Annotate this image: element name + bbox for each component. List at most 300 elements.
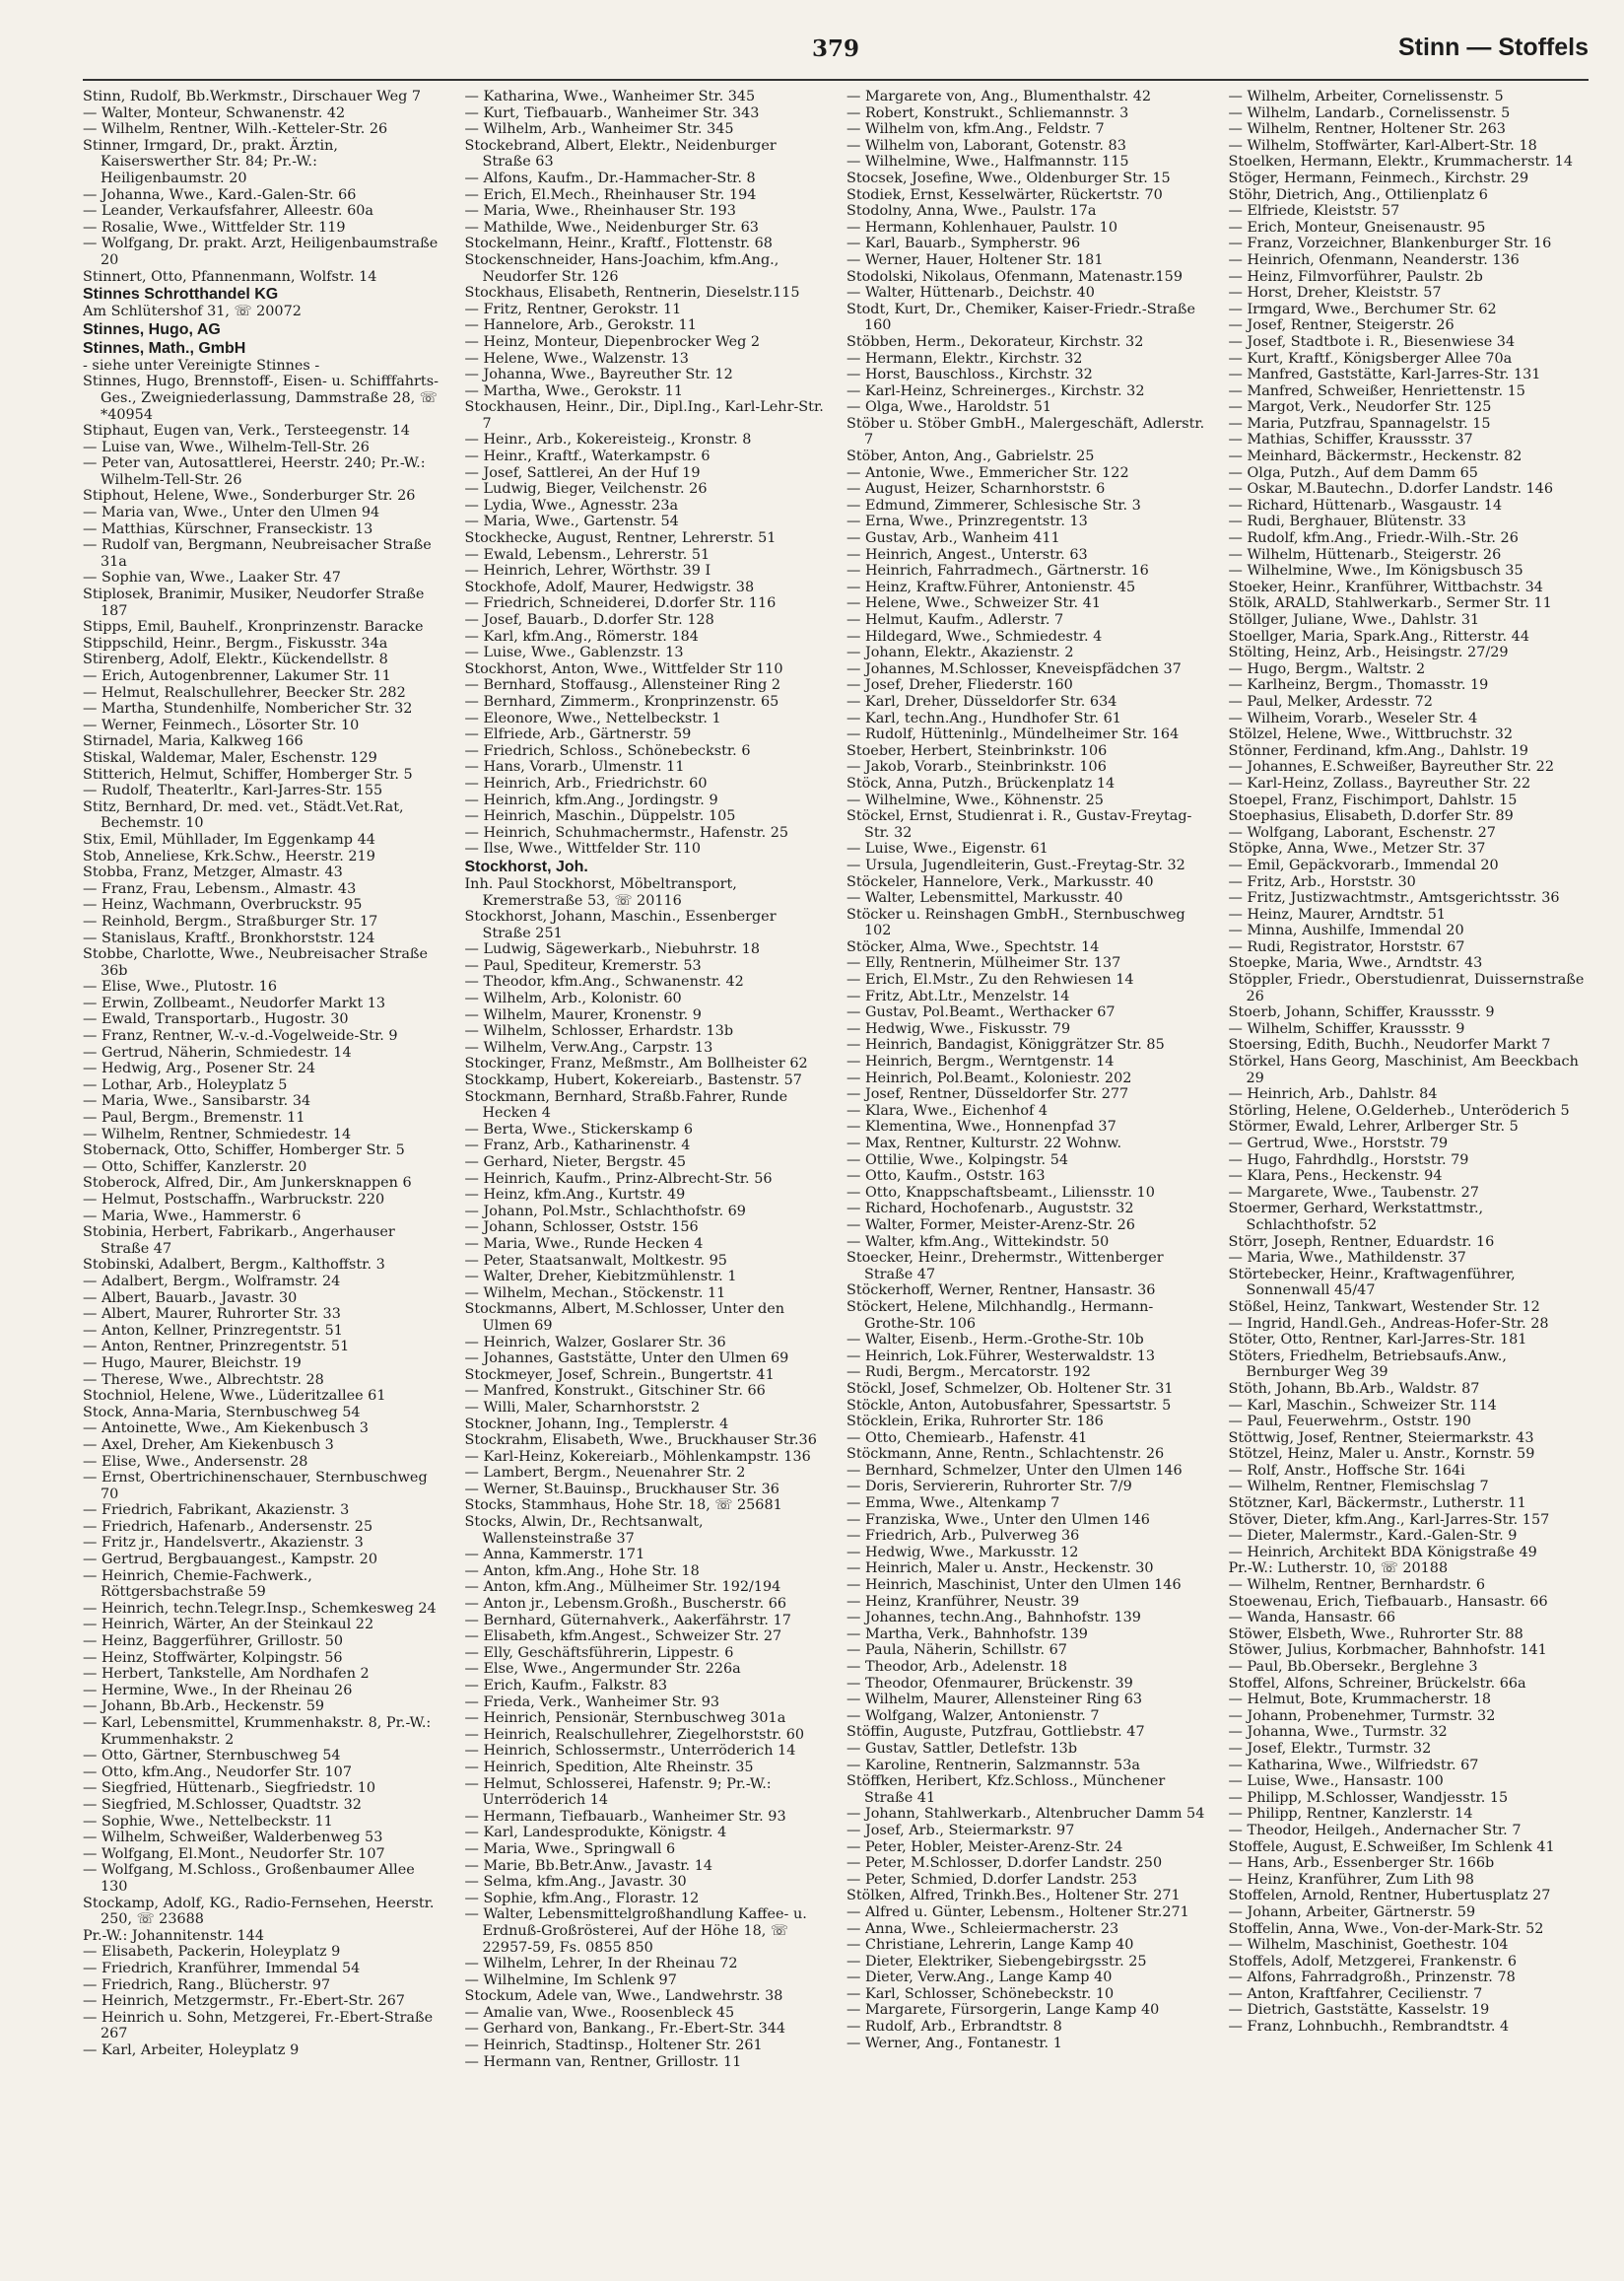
directory-entry: — Bernhard, Zimmerm., Kronprinzenstr. 65 (464, 693, 779, 710)
directory-entry: — Luise van, Wwe., Wilhelm-Tell-Str. 26 (83, 439, 370, 455)
directory-entry: — Ingrid, Handl.Geh., Andreas-Hofer-Str. 28 (1228, 1315, 1549, 1332)
directory-entry: — Josef, Rentner, Steigerstr. 26 (1228, 317, 1455, 334)
directory-entry: — Anton, kfm.Ang., Mülheimer Str. 192/194 (464, 1579, 781, 1596)
directory-entry: — Robert, Konstrukt., Schliemannstr. 3 (846, 104, 1129, 121)
directory-entry: — Hildegard, Wwe., Schmiedestr. 4 (846, 628, 1103, 645)
directory-entry: — Josef, Stadtbote i. R., Biesenwiese 34 (1228, 333, 1516, 350)
directory-entry: — Karl, kfm.Ang., Römerstr. 184 (464, 628, 699, 645)
directory-entry: — Helmut, Postschaffn., Warbruckstr. 220 (83, 1192, 385, 1208)
directory-entry: — Maria, Wwe., Sansibarstr. 34 (83, 1093, 311, 1110)
directory-entry: — Klara, Wwe., Eichenhof 4 (846, 1102, 1049, 1119)
directory-entry: — Fritz, Abt.Ltr., Menzelstr. 14 (846, 988, 1070, 1004)
directory-entry: — Otto, Knappschaftsbeamt., Liliensstr. 10 (846, 1184, 1155, 1201)
directory-entry: — Wilhelm, Rentner, Schmiedestr. 14 (83, 1126, 352, 1142)
directory-entry: Am Schlütershof 31, ☏ 20072 (83, 304, 302, 320)
directory-entry: — Maria, Wwe., Springwall 6 (464, 1840, 676, 1857)
directory-entry: Stöter, Otto, Rentner, Karl-Jarres-Str. 181 (1228, 1332, 1527, 1348)
directory-entry: Stodiek, Ernst, Kesselwärter, Rückertstr. 70 (846, 186, 1163, 203)
directory-entry: — Paul, Melker, Ardesstr. 72 (1228, 693, 1433, 710)
directory-entry: Stöttwig, Josef, Rentner, Steiermarkstr. 43 (1228, 1429, 1534, 1446)
directory-entry: Stockhorst, Anton, Wwe., Wittfelder Str 110 (464, 660, 783, 677)
page-header (83, 30, 1589, 73)
directory-entry: — Heinz, Baggerführer, Grillostr. 50 (83, 1633, 344, 1650)
directory-entry: — Heinrich, Bergm., Werntgenstr. 14 (846, 1054, 1115, 1071)
header-rule (83, 79, 1589, 81)
directory-entry: Stiplosek, Branimir, Musiker, Neudorfer Straße 187 (83, 587, 425, 619)
directory-entry: — Hans, Vorarb., Ulmenstr. 11 (464, 759, 685, 776)
directory-entry: Stöwer, Julius, Korbmacher, Bahnhofstr. 141 (1228, 1642, 1547, 1659)
directory-entry: — Olga, Putzh., Auf dem Damm 65 (1228, 464, 1478, 481)
directory-entry: — Helene, Wwe., Schweizer Str. 41 (846, 595, 1102, 612)
directory-entry: — Anton, Kellner, Prinzregentstr. 51 (83, 1322, 343, 1339)
directory-entry: — Johann, Arbeiter, Gärtnerstr. 59 (1228, 1903, 1476, 1920)
directory-entry: — Karl, Lebensmittel, Krummenhakstr. 8, Pr.-W.: Krummenhakstr. 2 (83, 1715, 432, 1748)
directory-entry: — Peter van, Autosattlerei, Heerstr. 240; Pr.-W.: Wilhelm-Tell-Str. 26 (83, 455, 426, 488)
directory-entry: — Heinrich u. Sohn, Metzgerei, Fr.-Ebert-Straße 267 (83, 2009, 434, 2042)
directory-entry: — Karl, techn.Ang., Hundhofer Str. 61 (846, 710, 1121, 726)
directory-entry: — Heinrich, Spedition, Alte Rheinstr. 35 (464, 1759, 754, 1775)
directory-entry: Stockhaus, Elisabeth, Rentnerin, Dieselstr.115 (464, 285, 800, 302)
directory-entry: Stöber, Anton, Ang., Gabrielstr. 25 (846, 449, 1095, 465)
directory-entry: — Alfons, Fahrradgroßh., Prinzenstr. 78 (1228, 1970, 1516, 1986)
directory-entry: — Hermann, Kohlenhauer, Paulstr. 10 (846, 219, 1117, 236)
directory-entry: — Heinrich, Kaufm., Prinz-Albrecht-Str. 56 (464, 1170, 773, 1187)
directory-entry: — Sophie van, Wwe., Laaker Str. 47 (83, 570, 341, 587)
directory-entry: — Antoinette, Wwe., Am Kiekenbusch 3 (83, 1420, 369, 1437)
column-3 (846, 89, 1207, 2267)
directory-entry: Stönner, Ferdinand, kfm.Ang., Dahlstr. 19 (1228, 742, 1528, 759)
directory-entry: Stinnert, Otto, Pfannenmann, Wolfstr. 14 (83, 268, 377, 285)
directory-entry: — Rudi, Registrator, Horststr. 67 (1228, 938, 1465, 955)
directory-entry: — Otto, Gärtner, Sternbuschweg 54 (83, 1748, 341, 1764)
directory-entry: — Max, Rentner, Kulturstr. 22 Wohnw. (846, 1136, 1122, 1151)
directory-entry: — Wilheim, Vorarb., Weseler Str. 4 (1228, 710, 1478, 726)
directory-entry: — Karl, Arbeiter, Holeyplatz 9 (83, 2041, 300, 2058)
directory-entry: Stößel, Heinz, Tankwart, Westender Str. 12 (1228, 1298, 1540, 1315)
directory-entry: — Margarete von, Ang., Blumenthalstr. 42 (846, 89, 1152, 104)
directory-entry: — Edmund, Zimmerer, Schlesische Str. 3 (846, 497, 1141, 514)
directory-entry: Stöcklein, Erika, Ruhrorter Str. 186 (846, 1414, 1104, 1430)
directory-entry: Stockhausen, Heinr., Dir., Dipl.Ing., Karl-Lehr-Str. 7 (464, 399, 824, 432)
directory-entry: Stobinia, Herbert, Fabrikarb., Angerhauser Straße 47 (83, 1224, 395, 1257)
directory-entry: — Josef, Rentner, Düsseldorfer Str. 277 (846, 1086, 1129, 1103)
directory-entry: Stockebrand, Albert, Elektr., Neidenburger Straße 63 (464, 137, 777, 171)
directory-entry: — Erwin, Zollbeamt., Neudorfer Markt 13 (83, 995, 386, 1011)
directory-entry: — Johann, Schlosser, Oststr. 156 (464, 1219, 699, 1236)
directory-entry: — Elfriede, Arb., Gärtnerstr. 59 (464, 726, 692, 743)
directory-entry: — Friedrich, Hafenarb., Andersenstr. 25 (83, 1518, 373, 1535)
directory-entry: — Wilhelm, Stoffwärter, Karl-Albert-Str. 18 (1228, 137, 1537, 154)
directory-entry: Stötzner, Karl, Bäckermstr., Lutherstr. 11 (1228, 1495, 1526, 1512)
directory-entry: Stinn, Rudolf, Bb.Werkmstr., Dirschauer Weg 7 (83, 89, 422, 104)
directory-entry: — Wilhelm, Verw.Ang., Carpstr. 13 (464, 1039, 713, 1056)
directory-entry: — Paul, Bergm., Bremenstr. 11 (83, 1110, 305, 1127)
directory-entry: Inh. Paul Stockhorst, Möbeltransport, Kremerstraße 53, ☏ 20116 (464, 875, 737, 909)
directory-entry: — Christiane, Lehrerin, Lange Kamp 40 (846, 1937, 1134, 1954)
directory-entry: — Helene, Wwe., Walzenstr. 13 (464, 350, 689, 367)
directory-entry: Stoffels, Adolf, Metzgerei, Frankenstr. 6 (1228, 1953, 1517, 1970)
directory-entry: — Karl, Dreher, Düsseldorfer Str. 634 (846, 693, 1117, 710)
directory-entry: — Theodor, kfm.Ang., Schwanenstr. 42 (464, 974, 744, 991)
directory-entry: Stoepel, Franz, Fischimport, Dahlstr. 15 (1228, 792, 1518, 808)
directory-entry: — Elisabeth, Packerin, Holeyplatz 9 (83, 1944, 341, 1961)
directory-entry: Stöckmann, Anne, Rentn., Schlachtenstr. 26 (846, 1446, 1165, 1463)
directory-entry: — Friedrich, Fabrikant, Akazienstr. 3 (83, 1502, 350, 1519)
directory-entry: Stölzel, Helene, Wwe., Wittbruchstr. 32 (1228, 726, 1514, 743)
directory-entry: — Anton jr., Lebensm.Großh., Buscherstr. 66 (464, 1596, 787, 1613)
directory-entry: Stippschild, Heinr., Bergm., Fiskusstr. 34a (83, 635, 388, 652)
directory-entry: — Heinrich, Schlossermstr., Unterröderich 14 (464, 1743, 796, 1760)
directory-entry: — Karlheinz, Bergm., Thomasstr. 19 (1228, 677, 1489, 694)
directory-entry: — Erich, El.Mech., Rheinhauser Str. 194 (464, 186, 757, 203)
directory-entry: — Franz, Frau, Lebensm., Almastr. 43 (83, 880, 357, 897)
directory-entry: — Helmut, Kaufm., Adlerstr. 7 (846, 612, 1064, 628)
directory-entry: — Hermine, Wwe., In der Rheinau 26 (83, 1682, 353, 1698)
directory-entry: — Karl-Heinz, Kokereiarb., Möhlenkampstr. 136 (464, 1448, 811, 1465)
directory-entry: Stinnes Schrotthandel KG (83, 286, 279, 304)
directory-entry: — Karoline, Rentnerin, Salzmannstr. 53a (846, 1757, 1140, 1773)
directory-entry: — Walter, Dreher, Kiebitzmühlenstr. 1 (464, 1269, 737, 1285)
directory-entry: — Wilhelm, Hüttenarb., Steigerstr. 26 (1228, 546, 1502, 563)
directory-entry: — Friedrich, Rang., Blücherstr. 97 (83, 1976, 331, 1993)
directory-entry: — Hannelore, Arb., Gerokstr. 11 (464, 317, 697, 334)
directory-entry: — Wilhelm, Rentner, Bernhardstr. 6 (1228, 1577, 1485, 1594)
directory-entry: — Heinrich, kfm.Ang., Jordingstr. 9 (464, 792, 718, 808)
directory-entry: — Otto, kfm.Ang., Neudorfer Str. 107 (83, 1763, 352, 1780)
directory-entry: — Heinrich, Bandagist, Königgrätzer Str. 85 (846, 1037, 1165, 1054)
directory-entry: — Helmut, Bote, Krummacherstr. 18 (1228, 1692, 1492, 1708)
directory-entry: — Frieda, Verk., Wanheimer Str. 93 (464, 1693, 720, 1710)
directory-entry: — Fritz jr., Handelsvertr., Akazienstr. 3 (83, 1535, 364, 1552)
directory-entry: — Hedwig, Wwe., Markusstr. 12 (846, 1544, 1079, 1560)
directory-entry: — Alfons, Kaufm., Dr.-Hammacher-Str. 8 (464, 170, 756, 186)
directory-entry: — Elly, Geschäftsführerin, Lippestr. 6 (464, 1644, 734, 1661)
directory-entry: — Hans, Arb., Essenberger Str. 166b (1228, 1855, 1495, 1872)
directory-entry: — Mathilde, Wwe., Neidenburger Str. 63 (464, 219, 759, 236)
directory-entry: — Fritz, Rentner, Gerokstr. 11 (464, 301, 682, 317)
directory-entry: Stölken, Alfred, Trinkh.Bes., Holtener Str. 271 (846, 1888, 1181, 1904)
directory-columns (83, 89, 1589, 2267)
directory-entry: Stockelmann, Heinr., Kraftf., Flottenstr. 68 (464, 236, 773, 252)
directory-entry: — Johanna, Wwe., Turmstr. 32 (1228, 1724, 1448, 1741)
directory-entry: Stoephasius, Elisabeth, D.dorfer Str. 89 (1228, 808, 1514, 825)
directory-entry: — Katharina, Wwe., Wilfriedstr. 67 (1228, 1757, 1479, 1773)
directory-entry: — Selma, kfm.Ang., Javastr. 30 (464, 1874, 687, 1891)
directory-entry: — Johanna, Wwe., Bayreuther Str. 12 (464, 367, 733, 383)
directory-entry: — Helmut, Realschullehrer, Beecker Str. 282 (83, 684, 406, 701)
directory-entry: Stockrahm, Elisabeth, Wwe., Bruckhauser Str.36 (464, 1432, 817, 1449)
directory-entry: Stochniol, Helene, Wwe., Lüderitzallee 61 (83, 1388, 386, 1405)
directory-entry: — Wilhelm, Lehrer, In der Rheinau 72 (464, 1956, 738, 1972)
directory-entry: Stipps, Emil, Bauhelf., Kronprinzenstr. Baracke (83, 619, 424, 636)
directory-entry: — Wolfgang, Laborant, Eschenstr. 27 (1228, 824, 1496, 841)
directory-entry: — Peter, Staatsanwalt, Moltkestr. 95 (464, 1252, 727, 1269)
directory-entry: Stöckl, Josef, Schmelzer, Ob. Holtener Str. 31 (846, 1380, 1174, 1397)
directory-entry: — Karl-Heinz, Schreinerges., Kirchstr. 32 (846, 382, 1145, 399)
directory-entry: — Heinz, Kranführer, Neustr. 39 (846, 1593, 1080, 1610)
directory-entry: — Gerhard, Nieter, Bergstr. 45 (464, 1154, 687, 1170)
directory-entry: Störtebecker, Heinr., Kraftwagenführer, Sonnenwall 45/47 (1228, 1266, 1516, 1299)
directory-entry: Stöffken, Heribert, Kfz.Schloss., Münchener Straße 41 (846, 1773, 1166, 1806)
directory-entry: — Heinrich, Maschinist, Unter den Ulmen 146 (846, 1577, 1182, 1594)
directory-entry: — Werner, Feinmech., Lösorter Str. 10 (83, 717, 360, 733)
directory-entry: — Heinrich, Schuhmachermstr., Hafenstr. 25 (464, 824, 789, 841)
directory-entry: — Erich, Autogenbrenner, Lakumer Str. 11 (83, 668, 391, 684)
directory-entry: — Heinrich, Maler u. Anstr., Heckenstr. 30 (846, 1560, 1154, 1577)
directory-entry: Stöhr, Dietrich, Ang., Ottilienplatz 6 (1228, 186, 1488, 203)
directory-entry: Stitterich, Helmut, Schiffer, Homberger Str. 5 (83, 766, 413, 783)
directory-entry: — Fritz, Justizwachtmstr., Amtsgerichtsstr. 36 (1228, 890, 1560, 907)
directory-entry: — Heinz, Monteur, Diepenbrocker Weg 2 (464, 333, 761, 350)
directory-entry: — Walter, Former, Meister-Arenz-Str. 26 (846, 1216, 1135, 1233)
directory-entry: — Johannes, E.Schweißer, Bayreuther Str. 22 (1228, 759, 1554, 776)
directory-entry: — Heinrich, Wärter, An der Steinkaul 22 (83, 1617, 374, 1633)
directory-entry: Pr.-W.: Johannitenstr. 144 (83, 1927, 264, 1944)
directory-entry: — Johanna, Wwe., Kard.-Galen-Str. 66 (83, 186, 357, 203)
directory-entry: — Gustav, Sattler, Detlefstr. 13b (846, 1740, 1078, 1757)
directory-entry: Stock, Anna-Maria, Sternbuschweg 54 (83, 1404, 361, 1420)
directory-entry: — Wilhelmine, Wwe., Im Königsbusch 35 (1228, 563, 1523, 580)
directory-entry: — Wilhelm, Rentner, Flemischslag 7 (1228, 1479, 1489, 1495)
directory-entry: — Wilhelm, Schweißer, Walderbenweg 53 (83, 1830, 383, 1846)
directory-entry: — Helmut, Schlosserei, Hafenstr. 9; Pr.-W.: Unterröderich 14 (464, 1775, 772, 1809)
directory-entry: — Else, Wwe., Angermunder Str. 226a (464, 1661, 741, 1678)
directory-entry: — Axel, Dreher, Am Kiekenbusch 3 (83, 1436, 334, 1453)
directory-entry: — Willi, Maler, Scharnhorststr. 2 (464, 1399, 701, 1416)
directory-entry: — Manfred, Schweißer, Henriettenstr. 15 (1228, 382, 1525, 399)
directory-entry: — Rudolf, Theaterltr., Karl-Jarres-Str. 155 (83, 783, 383, 799)
directory-entry: Stöver, Dieter, kfm.Ang., Karl-Jarres-Str. 157 (1228, 1511, 1550, 1528)
directory-entry: Stockmanns, Albert, M.Schlosser, Unter den Ulmen 69 (464, 1301, 785, 1334)
directory-entry: Stocsek, Josefine, Wwe., Oldenburger Str. 15 (846, 170, 1171, 186)
directory-entry: — Martha, Wwe., Gerokstr. 11 (464, 382, 683, 399)
directory-entry: Störkel, Hans Georg, Maschinist, Am Beeckbach 29 (1228, 1054, 1579, 1086)
directory-entry: — Bernhard, Stoffausg., Allensteiner Ring 2 (464, 677, 781, 694)
directory-entry: — Peter, Hobler, Meister-Arenz-Str. 24 (846, 1838, 1123, 1855)
directory-entry: — Wilhelm, Mechan., Stöckenstr. 11 (464, 1284, 726, 1301)
directory-entry: — Albert, Bauarb., Javastr. 30 (83, 1289, 298, 1306)
directory-entry: — Karl, Bauarb., Sympherstr. 96 (846, 236, 1081, 252)
directory-entry: — Hedwig, Wwe., Fiskusstr. 79 (846, 1020, 1071, 1037)
directory-entry: — Eleonore, Wwe., Nettelbeckstr. 1 (464, 710, 721, 726)
directory-entry: - siehe unter Vereinigte Stinnes - (83, 357, 320, 374)
directory-entry: — Philipp, M.Schlosser, Wandjesstr. 15 (1228, 1789, 1509, 1806)
directory-entry: — Otto, Schiffer, Kanzlerstr. 20 (83, 1158, 307, 1175)
directory-entry: — Hugo, Maurer, Bleichstr. 19 (83, 1354, 302, 1371)
directory-entry: — Anton, Rentner, Prinzregentstr. 51 (83, 1339, 350, 1355)
directory-entry: Stöckel, Ernst, Studienrat i. R., Gustav-Freytag-Str. 32 (846, 808, 1192, 841)
directory-entry: — Wilhelm von, kfm.Ang., Feldstr. 7 (846, 121, 1105, 138)
directory-entry: Stöcker, Alma, Wwe., Spechtstr. 14 (846, 938, 1100, 955)
directory-entry: — Walter, Lebensmittel, Markusstr. 40 (846, 890, 1123, 907)
directory-entry: — Erich, El.Mstr., Zu den Rehwiesen 14 (846, 972, 1134, 989)
directory-entry: Stinner, Irmgard, Dr., prakt. Ärztin, Kaiserswerther Str. 84; Pr.-W.: Heiligenbaumstr. 20 (83, 137, 338, 186)
directory-entry: — Maria, Wwe., Rheinhauser Str. 193 (464, 203, 736, 220)
directory-entry: — Johannes, Gaststätte, Unter den Ulmen 69 (464, 1350, 789, 1367)
directory-entry: — Rudolf, kfm.Ang., Friedr.-Wilh.-Str. 26 (1228, 530, 1519, 547)
directory-entry: — Johann, Probenehmer, Turmstr. 32 (1228, 1707, 1496, 1724)
directory-entry: — Heinrich, Arb., Dahlstr. 84 (1228, 1086, 1438, 1103)
directory-entry: — Heinrich, Fahrradmech., Gärtnerstr. 16 (846, 563, 1149, 580)
directory-entry: Stoersing, Edith, Buchh., Neudorfer Markt 7 (1228, 1037, 1551, 1054)
directory-entry: — Franz, Rentner, W.-v.-d.-Vogelweide-Str. 9 (83, 1028, 398, 1045)
directory-entry: Stinnes, Hugo, AG (83, 320, 221, 338)
directory-entry: — Bernhard, Schmelzer, Unter den Ulmen 146 (846, 1462, 1183, 1479)
directory-entry: Stobbe, Charlotte, Wwe., Neubreisacher Straße 36b (83, 946, 429, 979)
directory-entry: Stoepke, Maria, Wwe., Arndtstr. 43 (1228, 955, 1483, 972)
directory-entry: Stoberock, Alfred, Dir., Am Junkersknappen 6 (83, 1175, 412, 1192)
directory-entry: — Meinhard, Bäckermstr., Heckenstr. 82 (1228, 449, 1522, 465)
directory-entry: — Johann, Elektr., Akazienstr. 2 (846, 645, 1074, 661)
directory-entry: — Sophie, Wwe., Nettelbeckstr. 11 (83, 1813, 333, 1830)
directory-entry: — Heinrich, Lehrer, Wörthstr. 39 I (464, 563, 711, 580)
directory-entry: — Siegfried, M.Schlosser, Quadtstr. 32 (83, 1796, 362, 1813)
directory-entry: Stoerb, Johann, Schiffer, Kraussstr. 9 (1228, 1004, 1495, 1021)
directory-entry: — Walter, Hüttenarb., Deichstr. 40 (846, 285, 1095, 302)
directory-entry: — Heinz, Kraftw.Führer, Antonienstr. 45 (846, 579, 1136, 595)
directory-entry: Stöckeler, Hannelore, Verk., Markusstr. 40 (846, 873, 1154, 890)
directory-entry: — Johannes, techn.Ang., Bahnhofstr. 139 (846, 1610, 1141, 1626)
directory-entry: — Heinz, kfm.Ang., Kurtstr. 49 (464, 1187, 686, 1204)
directory-entry: — Heinz, Maurer, Arndtstr. 51 (1228, 906, 1447, 923)
directory-entry: — Josef, Sattlerei, An der Huf 19 (464, 464, 701, 481)
directory-entry: — Otto, Chemiearb., Hafenstr. 41 (846, 1429, 1088, 1446)
directory-entry: — Margarete, Fürsorgerin, Lange Kamp 40 (846, 2002, 1160, 2019)
directory-entry: — Maria, Wwe., Gartenstr. 54 (464, 514, 679, 530)
directory-entry: — Marie, Bb.Betr.Anw., Javastr. 14 (464, 1857, 713, 1874)
directory-entry: — Hedwig, Arg., Posener Str. 24 (83, 1061, 316, 1077)
directory-entry: — Kurt, Kraftf., Königsberger Allee 70a (1228, 350, 1513, 367)
directory-entry: — Rosalie, Wwe., Wittfelder Str. 119 (83, 219, 346, 236)
directory-entry: — Elly, Rentnerin, Mülheimer Str. 137 (846, 955, 1121, 972)
directory-entry: Stinnes, Hugo, Brennstoff-, Eisen- u. Schifffahrts-Ges., Zweigniederlassung, Dammstraße 28, ☏ *40954 (83, 374, 439, 423)
directory-entry: — Fritz, Arb., Horststr. 30 (1228, 873, 1416, 890)
directory-entry: — Elisabeth, kfm.Angest., Schweizer Str. 27 (464, 1628, 782, 1645)
directory-entry: — Luise, Wwe., Eigenstr. 61 (846, 841, 1049, 858)
directory-entry: — Werner, Ang., Fontanestr. 1 (846, 2035, 1062, 2051)
directory-entry: — Josef, Dreher, Fliederstr. 160 (846, 677, 1073, 694)
directory-entry: Stockkamp, Hubert, Kokereiarb., Bastenstr. 57 (464, 1072, 802, 1089)
directory-entry: Stöffin, Auguste, Putzfrau, Gottliebstr. 47 (846, 1724, 1145, 1741)
directory-entry: — Mathias, Schiffer, Kraussstr. 37 (1228, 432, 1473, 449)
directory-entry: Stöckle, Anton, Autobusfahrer, Spessartstr. 5 (846, 1397, 1172, 1414)
directory-entry: — Josef, Elektr., Turmstr. 32 (1228, 1740, 1432, 1757)
directory-entry: — Ewald, Lebensm., Lehrerstr. 51 (464, 546, 710, 563)
directory-entry: — Rudi, Bergm., Mercatorstr. 192 (846, 1364, 1091, 1381)
directory-entry: Stoecker, Heinr., Drehermstr., Wittenberger Straße 47 (846, 1250, 1164, 1282)
directory-entry: Stöth, Johann, Bb.Arb., Waldstr. 87 (1228, 1380, 1480, 1397)
directory-entry: Stob, Anneliese, Krk.Schw., Heerstr. 219 (83, 848, 375, 864)
directory-entry: — Emil, Gepäckvorarb., Immendal 20 (1228, 857, 1499, 873)
directory-entry: — Heinrich, Arb., Friedrichstr. 60 (464, 775, 708, 792)
directory-entry: — Hugo, Fahrdhdlg., Horststr. 79 (1228, 1151, 1469, 1168)
directory-entry: — Peter, M.Schlosser, D.dorfer Landstr. 250 (846, 1855, 1163, 1872)
directory-entry: Stoellger, Maria, Spark.Ang., Ritterstr. 44 (1228, 628, 1529, 645)
directory-entry: — Luise, Wwe., Hansastr. 100 (1228, 1773, 1444, 1790)
directory-entry: Stockum, Adele van, Wwe., Landwehrstr. 38 (464, 1988, 783, 2005)
directory-entry: — Rudolf, Hütteninlg., Mündelheimer Str. 164 (846, 726, 1180, 743)
directory-entry: — Stanislaus, Kraftf., Bronkhorststr. 124 (83, 930, 375, 946)
directory-entry: — Martha, Verk., Bahnhofstr. 139 (846, 1625, 1088, 1642)
directory-entry: — Dieter, Elektriker, Siebengebirgsstr. 25 (846, 1953, 1147, 1970)
directory-entry: Stöck, Anna, Putzh., Brückenplatz 14 (846, 775, 1116, 792)
directory-entry: — Erich, Monteur, Gneisenaustr. 95 (1228, 219, 1486, 236)
directory-entry: — Wilhelm, Schiffer, Kraussstr. 9 (1228, 1020, 1465, 1037)
directory-entry: — Wilhelm von, Laborant, Gotenstr. 83 (846, 137, 1126, 154)
directory-entry: — Sophie, kfm.Ang., Florastr. 12 (464, 1890, 700, 1906)
directory-entry: — Rudi, Berghauer, Blütenstr. 33 (1228, 514, 1466, 530)
directory-entry: — Horst, Dreher, Kleiststr. 57 (1228, 285, 1442, 302)
directory-entry: — Irmgard, Wwe., Berchumer Str. 62 (1228, 301, 1497, 317)
directory-entry: — Johannes, M.Schlosser, Kneveispfädchen 37 (846, 660, 1182, 677)
directory-entry: Stockmeyer, Josef, Schrein., Bungertstr. 41 (464, 1366, 775, 1383)
directory-entry: Stiskal, Waldemar, Maler, Eschenstr. 129 (83, 749, 377, 766)
directory-entry: — Dieter, Malermstr., Kard.-Galen-Str. 9 (1228, 1528, 1518, 1545)
directory-entry: — Wilhelm, Arbeiter, Cornelissenstr. 5 (1228, 89, 1504, 104)
directory-entry: Stiphout, Helene, Wwe., Sonderburger Str. 26 (83, 488, 416, 505)
directory-entry: Stoffel, Alfons, Schreiner, Brückelstr. 66a (1228, 1675, 1526, 1692)
directory-entry: — Ludwig, Sägewerkarb., Niebuhrstr. 18 (464, 941, 761, 958)
directory-entry: — Erich, Kaufm., Falkstr. 83 (464, 1678, 668, 1693)
directory-entry: Stockhorst, Joh. (464, 858, 588, 875)
directory-entry: — Walter, Monteur, Schwanenstr. 42 (83, 104, 346, 121)
directory-entry: — Minna, Aushilfe, Immendal 20 (1228, 923, 1464, 939)
directory-entry: — Heinrich, Lok.Führer, Westerwaldstr. 13 (846, 1348, 1156, 1364)
directory-entry: Stoffelin, Anna, Wwe., Von-der-Mark-Str. 52 (1228, 1920, 1544, 1937)
directory-entry: — Wolfgang, M.Schloss., Großenbaumer Allee 130 (83, 1862, 415, 1895)
directory-entry: — Wilhelmine, Wwe., Halfmannstr. 115 (846, 154, 1129, 171)
directory-entry: — Heinz, Wachmann, Overbruckstr. 95 (83, 897, 363, 914)
directory-entry: Stoermer, Gerhard, Werkstattmstr., Schlachthofstr. 52 (1228, 1201, 1484, 1233)
directory-entry: — Martha, Stundenhilfe, Nombericher Str. 32 (83, 701, 413, 718)
directory-entry: — Gerhard von, Bankang., Fr.-Ebert-Str. 344 (464, 2021, 786, 2038)
directory-entry: Stodt, Kurt, Dr., Chemiker, Kaiser-Friedr.-Straße 160 (846, 301, 1195, 334)
directory-entry: — Wilhelm, Schlosser, Erhardstr. 13b (464, 1023, 734, 1040)
directory-entry: — Walter, Eisenb., Herm.-Grothe-Str. 10b (846, 1332, 1144, 1348)
directory-entry: — Franz, Arb., Katharinenstr. 4 (464, 1138, 691, 1154)
directory-entry: — Heinrich, Architekt BDA Königstraße 49 (1228, 1544, 1537, 1560)
directory-entry: — Wilhelm, Maurer, Allensteiner Ring 63 (846, 1692, 1143, 1708)
directory-entry: Stöpke, Anna, Wwe., Metzer Str. 37 (1228, 841, 1486, 858)
directory-entry: — Luise, Wwe., Gablenzstr. 13 (464, 645, 684, 661)
directory-entry: — Ursula, Jugendleiterin, Gust.-Freytag-Str. 32 (846, 857, 1185, 873)
directory-entry: — Wilhelm, Arb., Wanheimer Str. 345 (464, 121, 734, 138)
directory-entry: — Manfred, Konstrukt., Gitschiner Str. 66 (464, 1383, 766, 1400)
directory-entry: — Theodor, Ofenmaurer, Brückenstr. 39 (846, 1675, 1133, 1692)
directory-entry: Stoewenau, Erich, Tiefbauarb., Hansastr. 66 (1228, 1593, 1548, 1610)
directory-entry: — Wilhelm, Arb., Kolonistr. 60 (464, 991, 682, 1007)
directory-entry: — Peter, Schmied, D.dorfer Landstr. 253 (846, 1871, 1137, 1888)
directory-entry: — Wolfgang, El.Mont., Neudorfer Str. 107 (83, 1845, 385, 1862)
directory-entry: — Jakob, Vorarb., Steinbrinkstr. 106 (846, 759, 1107, 776)
directory-entry: — Franz, Lohnbuchh., Rembrandtstr. 4 (1228, 2019, 1510, 2036)
directory-entry: Stix, Emil, Mühllader, Im Eggenkamp 44 (83, 831, 375, 848)
directory-entry: — August, Heizer, Scharnhorststr. 6 (846, 481, 1106, 498)
directory-entry: — Theodor, Heilgeh., Andernacher Str. 7 (1228, 1822, 1522, 1838)
directory-entry: — Anton, kfm.Ang., Hohe Str. 18 (464, 1562, 700, 1579)
directory-entry: Stobernack, Otto, Schiffer, Homberger Str. 5 (83, 1142, 405, 1159)
directory-entry: — Heinz, Kranführer, Zum Lith 98 (1228, 1871, 1474, 1888)
directory-entry: Stöckert, Helene, Milchhandlg., Hermann-Grothe-Str. 106 (846, 1298, 1154, 1332)
directory-entry: — Heinz, Filmvorführer, Paulstr. 2b (1228, 268, 1483, 285)
directory-entry: Stölk, ARALD, Stahlwerkarb., Sermer Str. 11 (1228, 595, 1552, 612)
directory-entry: — Ottilie, Wwe., Kolpingstr. 54 (846, 1151, 1068, 1168)
directory-entry: — Siegfried, Hüttenarb., Siegfriedstr. 10 (83, 1780, 376, 1797)
directory-entry: — Franziska, Wwe., Unter den Ulmen 146 (846, 1511, 1150, 1528)
directory-entry: Stinnes, Math., GmbH (83, 339, 246, 357)
directory-entry: — Wilhelm, Landarb., Cornelissenstr. 5 (1228, 104, 1511, 121)
directory-entry: Stöckerhoff, Werner, Rentner, Hansastr. 36 (846, 1282, 1156, 1299)
